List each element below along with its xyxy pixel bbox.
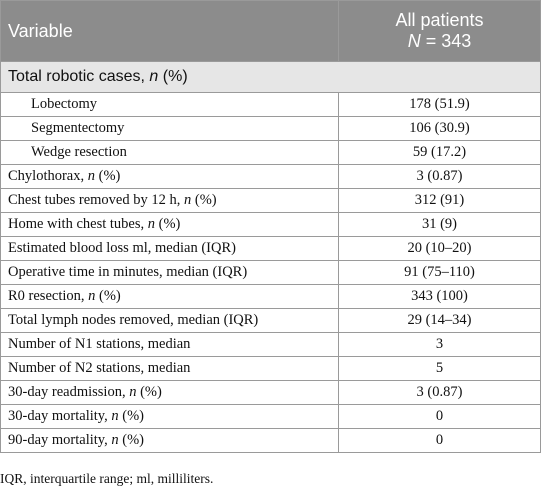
row-label-n: n [129, 384, 137, 400]
table-row [1, 405, 541, 429]
table-row [1, 237, 541, 261]
table-footnote: IQR, interquartile range; ml, milliliters. [0, 471, 214, 486]
row-label-text: Wedge resection [31, 144, 127, 160]
header-all-patients [339, 1, 541, 62]
row-label-text: Segmentectomy [31, 120, 125, 136]
table-row [1, 381, 541, 405]
row-value: 3 (0.87) [339, 165, 541, 189]
row-label-text: Number of N2 stations, median [8, 360, 191, 376]
row-value: 3 (0.87) [339, 381, 541, 405]
row-label-n: n [88, 288, 96, 304]
table-row [1, 93, 541, 117]
row-label-suffix: (%) [95, 168, 121, 184]
row-value: 59 (17.2) [339, 141, 541, 165]
row-label-text: Number of N1 stations, median [8, 336, 191, 352]
section-row-total-robotic-cases [1, 62, 541, 93]
row-value: 3 [339, 333, 541, 357]
row-label [1, 213, 339, 237]
row-label [1, 117, 339, 141]
row-label-text: 90-day mortality, [8, 432, 112, 448]
table-row [1, 429, 541, 453]
row-label-text: Chylothorax, [8, 168, 88, 184]
row-label [1, 381, 339, 405]
row-label-suffix: (%) [136, 384, 162, 400]
row-value: 106 (30.9) [339, 117, 541, 141]
header-n-symbol: N [407, 31, 421, 51]
row-label-n: n [111, 432, 119, 448]
row-value: 5 [339, 357, 541, 381]
row-value: 343 (100) [339, 285, 541, 309]
row-value: 0 [339, 429, 541, 453]
row-label [1, 189, 339, 213]
row-label-suffix: (%) [95, 288, 121, 304]
row-label [1, 141, 339, 165]
table-row [1, 261, 541, 285]
row-label-suffix: (%) [191, 192, 217, 208]
row-value: 29 (14–34) [339, 309, 541, 333]
row-label-n: n [147, 216, 155, 232]
row-value: 312 (91) [339, 189, 541, 213]
row-label-text: 30-day readmission, [8, 384, 130, 400]
row-value: 20 (10–20) [339, 237, 541, 261]
table-header-row [1, 1, 541, 62]
table-row [1, 213, 541, 237]
row-label [1, 357, 339, 381]
section-label-text: Total robotic cases, [8, 68, 145, 85]
section-label-n: n [149, 68, 159, 85]
row-label-suffix: (%) [118, 408, 144, 424]
row-label [1, 93, 339, 117]
row-label [1, 237, 339, 261]
table-row [1, 165, 541, 189]
row-value: 31 (9) [339, 213, 541, 237]
row-value: 91 (75–110) [339, 261, 541, 285]
row-label [1, 429, 339, 453]
section-label-suffix: (%) [162, 68, 188, 85]
row-label-text: Operative time in minutes, median (IQR) [8, 264, 248, 280]
table-row [1, 333, 541, 357]
row-label [1, 261, 339, 285]
table-row [1, 285, 541, 309]
table-row [1, 141, 541, 165]
row-value: 0 [339, 405, 541, 429]
header-all-patients-label: All patients [395, 10, 484, 30]
row-label [1, 405, 339, 429]
header-n-value: = 343 [425, 31, 472, 51]
row-label-n: n [111, 408, 119, 424]
table-row [1, 189, 541, 213]
row-label-n: n [184, 192, 192, 208]
row-label [1, 285, 339, 309]
row-label-text: R0 resection, [8, 288, 89, 304]
row-label-text: Estimated blood loss ml, median (IQR) [8, 240, 236, 256]
table-row [1, 117, 541, 141]
row-label-suffix: (%) [118, 432, 144, 448]
row-label-text: Lobectomy [31, 96, 98, 112]
row-label-n: n [87, 168, 95, 184]
row-label-text: Home with chest tubes, [8, 216, 148, 232]
row-label [1, 333, 339, 357]
row-label-text: 30-day mortality, [8, 408, 112, 424]
row-label-suffix: (%) [155, 216, 181, 232]
table-row [1, 357, 541, 381]
row-label-text: Total lymph nodes removed, median (IQR) [8, 312, 259, 328]
table-row [1, 309, 541, 333]
row-label-text: Chest tubes removed by 12 h, [8, 192, 184, 208]
header-n-count [339, 31, 540, 52]
section-label [1, 62, 541, 93]
row-label [1, 309, 339, 333]
row-value: 178 (51.9) [339, 93, 541, 117]
row-label [1, 165, 339, 189]
header-variable: Variable [1, 1, 339, 62]
